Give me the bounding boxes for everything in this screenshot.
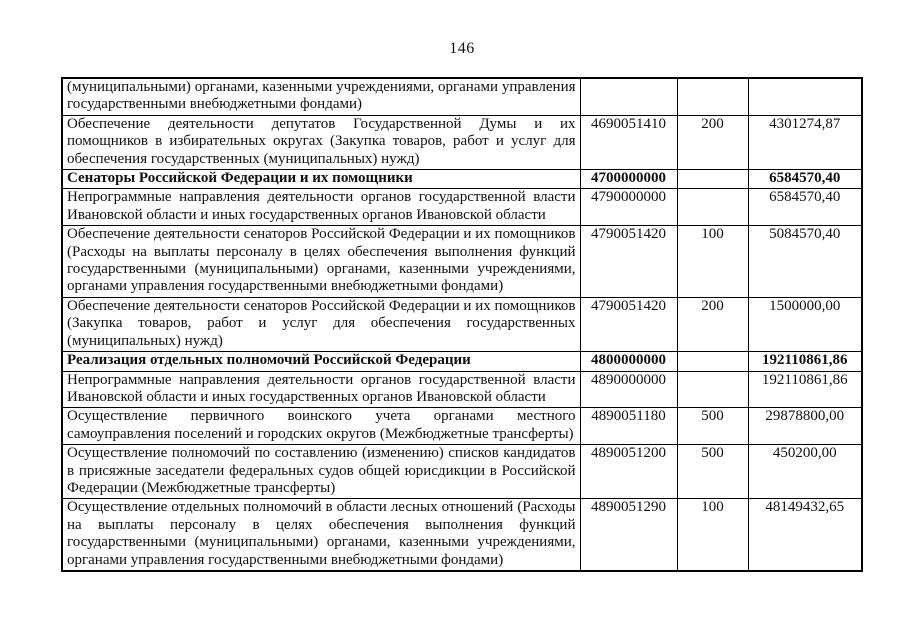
row-type-cell: 200 xyxy=(677,297,748,351)
table-row xyxy=(62,115,862,169)
row-code-cell: 4790000000 xyxy=(580,189,677,226)
table-row xyxy=(62,352,862,371)
row-code-cell: 4890051180 xyxy=(580,408,677,445)
row-name-cell: Обеспечение деятельности сенаторов Российской Федерации и их помощников (Закупка товаров, работ и услуг для обеспечения государственных (муниципальных) нужд) xyxy=(62,297,580,351)
row-name-cell: Осуществление полномочий по составлению (изменению) списков кандидатов в присяжные заседатели федеральных судов общей юрисдикции в Российской Федерации (Межбюджетные трансферты) xyxy=(62,445,580,499)
table-row xyxy=(62,189,862,226)
row-type-cell: 100 xyxy=(677,226,748,298)
row-type-cell: 200 xyxy=(677,115,748,169)
row-code-cell: 4890051200 xyxy=(580,445,677,499)
table-row xyxy=(62,371,862,408)
row-amount-cell: 6584570,40 xyxy=(748,189,862,226)
row-amount-cell xyxy=(748,78,862,115)
row-name-cell: Обеспечение деятельности депутатов Государственной Думы и их помощников в избирательных округах (Закупка товаров, работ и услуг для обеспечения государственных (муниципальных) нужд) xyxy=(62,115,580,169)
page-number: 146 xyxy=(449,40,475,57)
row-amount-cell: 5084570,40 xyxy=(748,226,862,298)
row-code-cell: 4890000000 xyxy=(580,371,677,408)
table-row xyxy=(62,170,862,189)
row-name-cell: Обеспечение деятельности сенаторов Российской Федерации и их помощников (Расходы на выплаты персоналу в целях обеспечения выполнения функций государственными (муниципальными) органами, казенными учреждениями, органами управления государственными внебюджетными фондами) xyxy=(62,226,580,298)
table-row xyxy=(62,78,862,115)
row-amount-cell: 192110861,86 xyxy=(748,352,862,371)
row-type-cell: 500 xyxy=(677,445,748,499)
row-amount-cell: 450200,00 xyxy=(748,445,862,499)
row-type-cell: 100 xyxy=(677,499,748,571)
row-type-cell xyxy=(677,78,748,115)
row-name-cell: (муниципальными) органами, казенными учреждениями, органами управления государственными внебюджетными фондами) xyxy=(62,78,580,115)
row-amount-cell: 48149432,65 xyxy=(748,499,862,571)
row-type-cell xyxy=(677,189,748,226)
table-row xyxy=(62,408,862,445)
table-row xyxy=(62,297,862,351)
row-name-cell: Реализация отдельных полномочий Российской Федерации xyxy=(62,352,580,371)
row-type-cell xyxy=(677,170,748,189)
row-code-cell: 4890051290 xyxy=(580,499,677,571)
row-code-cell: 4700000000 xyxy=(580,170,677,189)
row-amount-cell: 6584570,40 xyxy=(748,170,862,189)
row-name-cell: Осуществление первичного воинского учета органами местного самоуправления поселений и городских округов (Межбюджетные трансферты) xyxy=(62,408,580,445)
budget-table xyxy=(61,77,863,572)
row-type-cell xyxy=(677,371,748,408)
row-code-cell: 4690051410 xyxy=(580,115,677,169)
table-row xyxy=(62,445,862,499)
row-code-cell: 4800000000 xyxy=(580,352,677,371)
row-amount-cell: 1500000,00 xyxy=(748,297,862,351)
row-amount-cell: 192110861,86 xyxy=(748,371,862,408)
row-amount-cell: 4301274,87 xyxy=(748,115,862,169)
table-row xyxy=(62,226,862,298)
row-code-cell: 4790051420 xyxy=(580,297,677,351)
row-amount-cell: 29878800,00 xyxy=(748,408,862,445)
row-name-cell: Сенаторы Российской Федерации и их помощники xyxy=(62,170,580,189)
row-type-cell: 500 xyxy=(677,408,748,445)
table-row xyxy=(62,499,862,571)
row-code-cell: 4790051420 xyxy=(580,226,677,298)
row-type-cell xyxy=(677,352,748,371)
row-name-cell: Осуществление отдельных полномочий в области лесных отношений (Расходы на выплаты персоналу в целях обеспечения выполнения функций государственными (муниципальными) органами, казенными учреждениями, органами управления государственными внебюджетными фондами) xyxy=(62,499,580,571)
row-name-cell: Непрограммные направления деятельности органов государственной власти Ивановской области и иных государственных органов Ивановской области xyxy=(62,371,580,408)
row-code-cell xyxy=(580,78,677,115)
row-name-cell: Непрограммные направления деятельности органов государственной власти Ивановской области и иных государственных органов Ивановской области xyxy=(62,189,580,226)
budget-table-body xyxy=(62,78,862,571)
